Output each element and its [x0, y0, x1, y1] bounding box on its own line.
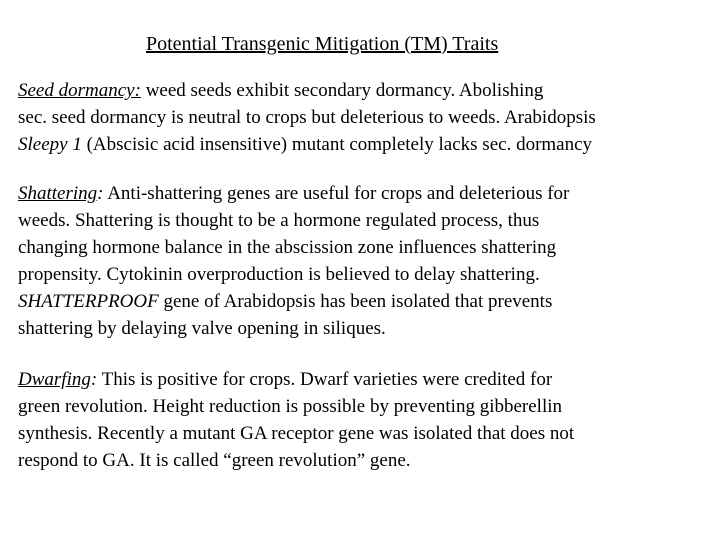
- dwarfing-text-1: This is positive for crops. Dwarf varieties were credited for: [97, 369, 553, 390]
- shattering-line-3: changing hormone balance in the abscission zone influences shattering: [18, 237, 557, 258]
- seed-dormancy-line-3: [18, 131, 708, 158]
- shattering-paragraph: [18, 180, 708, 342]
- shattering-text-1: Anti-shattering genes are useful for crops and deleterious for: [103, 183, 570, 204]
- slide-title: Potential Transgenic Mitigation (TM) Traits: [146, 33, 499, 55]
- dwarfing-line-1: [18, 366, 708, 393]
- seed-dormancy-text-3: (Abscisic acid insensitive) mutant completely lacks sec. dormancy: [81, 134, 593, 155]
- dwarfing-paragraph: [18, 366, 708, 474]
- shattering-colon: :: [97, 183, 104, 204]
- shattering-line-1: [18, 180, 708, 207]
- seed-dormancy-line-1: [18, 77, 708, 104]
- shattering-term: Shattering: [18, 183, 98, 204]
- shattering-text-5: gene of Arabidopsis has been isolated that prevents: [158, 291, 553, 312]
- seed-dormancy-paragraph: [18, 77, 708, 158]
- dwarfing-term: Dwarfing: [18, 369, 91, 390]
- dwarfing-colon: :: [90, 369, 98, 390]
- shattering-line-2: weeds. Shattering is thought to be a hormone regulated process, thus: [18, 210, 540, 231]
- shattering-line-4: propensity. Cytokinin overproduction is believed to delay shattering.: [18, 264, 540, 285]
- shatterproof-gene-name: SHATTERPROOF: [18, 291, 159, 312]
- dwarfing-line-2: green revolution. Height reduction is possible by preventing gibberellin: [18, 396, 563, 417]
- dwarfing-line-3: synthesis. Recently a mutant GA receptor gene was isolated that does not: [18, 423, 575, 444]
- seed-dormancy-text-1: weed seeds exhibit secondary dormancy. Abolishing: [140, 80, 544, 101]
- shattering-line-6: shattering by delaying valve opening in siliques.: [18, 318, 386, 339]
- seed-dormancy-term: Seed dormancy:: [18, 80, 141, 101]
- sleepy-gene-name: Sleepy 1: [18, 134, 82, 155]
- dwarfing-line-4: respond to GA. It is called “green revolution” gene.: [18, 450, 411, 471]
- seed-dormancy-line-2: sec. seed dormancy is neutral to crops but deleterious to weeds. Arabidopsis: [18, 107, 596, 128]
- shattering-line-5: [18, 288, 708, 315]
